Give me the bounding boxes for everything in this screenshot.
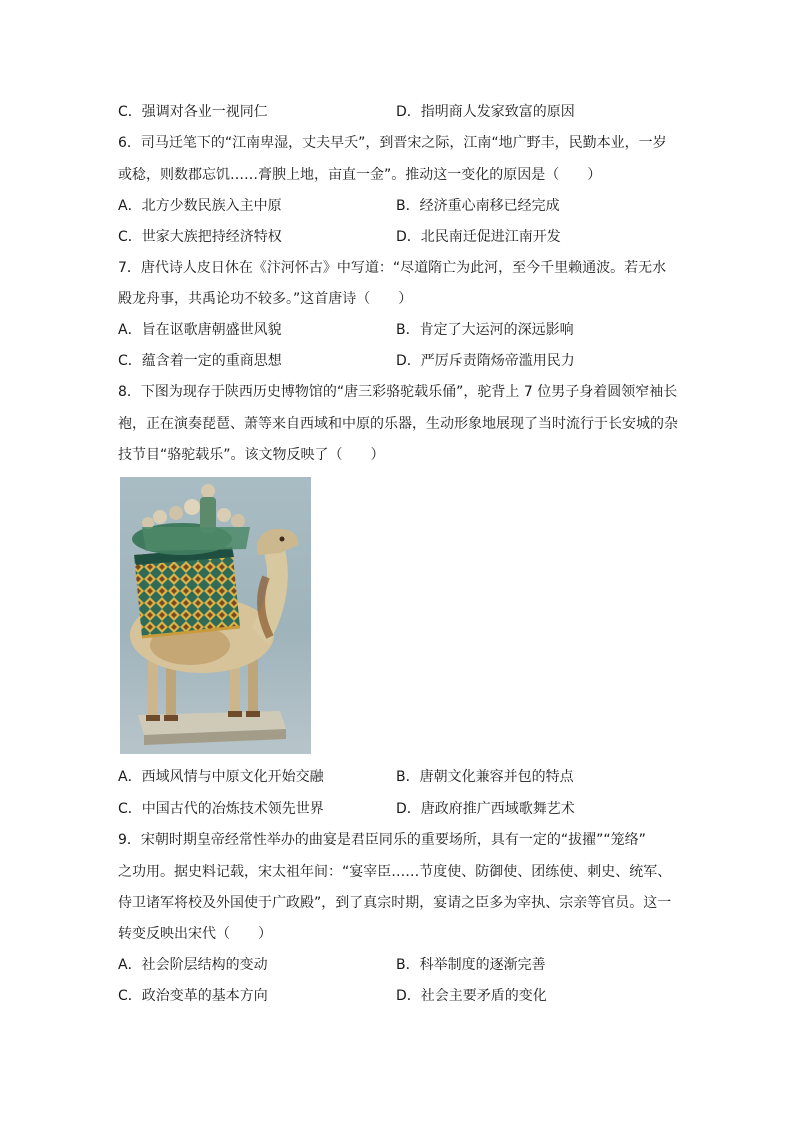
q6-option-d: D．北民南迁促进江南开发 [396,229,561,245]
q6-option-a: A．北方少数民族入主中原 [118,198,282,214]
q6-option-b: B．经济重心南移已经完成 [396,198,560,214]
q9-stem-line-3: 侍卫诸军将校及外国使于广政殿”，到了真宗时期，宴请之臣多为宰执、宗亲等官员。这一 [118,895,672,911]
q6-stem-line-1: 6．司马迁笔下的“江南卑湿，丈夫早夭”，到晋宋之际，江南“地广野丰，民勤本业，一岁 [118,135,667,151]
q6-option-c: C．世家大族把持经济特权 [118,229,282,245]
q7-stem-line-1: 7．唐代诗人皮日休在《汴河怀古》中写道：“尽道隋亡为此河，至今千里赖通波。若无水 [118,260,667,276]
q5-option-c: C．强调对各业一视同仁 [118,104,268,120]
q9-stem-line-4: 转变反映出宋代（ ） [118,926,272,942]
q6-stem-line-2: 或稔，则数郡忘饥……膏腴上地，亩直一金”。推动这一变化的原因是（ ） [118,167,602,183]
q8-option-d: D．唐政府推广西域歌舞艺术 [396,801,575,817]
q9-option-d: D．社会主要矛盾的变化 [396,988,547,1004]
q9-option-c: C．政治变革的基本方向 [118,988,268,1004]
q9-stem-line-2: 之功用。据史料记载，宋太祖年间：“宴宰臣……节度使、防御使、团练使、刺史、统军、 [118,864,672,880]
tang-sancai-camel-image [120,477,311,754]
q5-option-d: D．指明商人发家致富的原因 [396,104,575,120]
q8-stem-line-1: 8．下图为现存于陕西历史博物馆的“唐三彩骆驼载乐俑”，驼背上 7 位男子身着圆领窄袖长 [118,384,678,400]
q8-option-a: A．西域风情与中原文化开始交融 [118,769,324,785]
q7-option-a: A．旨在讴歌唐朝盛世风貌 [118,322,282,338]
q8-option-b: B．唐朝文化兼容并包的特点 [396,769,574,785]
q7-option-b: B．肯定了大运河的深远影响 [396,322,574,338]
q7-option-d: D．严厉斥责隋炀帝滥用民力 [396,353,575,369]
q9-stem-line-1: 9．宋朝时期皇帝经常性举办的曲宴是君臣同乐的重要场所，具有一定的“拔擢”“笼络” [118,832,646,848]
q8-stem-line-3: 技节目“骆驼载乐”。该文物反映了（ ） [118,447,385,463]
q9-option-a: A．社会阶层结构的变动 [118,957,268,973]
q7-option-c: C．蕴含着一定的重商思想 [118,353,282,369]
q9-option-b: B．科举制度的逐渐完善 [396,957,546,973]
q8-stem-line-2: 袍，正在演奏琵琶、萧等来自西域和中原的乐器，生动形象地展现了当时流行于长安城的杂 [118,416,678,432]
q7-stem-line-2: 殿龙舟事，共禹论功不较多。”这首唐诗（ ） [118,291,413,307]
q8-option-c: C．中国古代的冶炼技术领先世界 [118,801,324,817]
